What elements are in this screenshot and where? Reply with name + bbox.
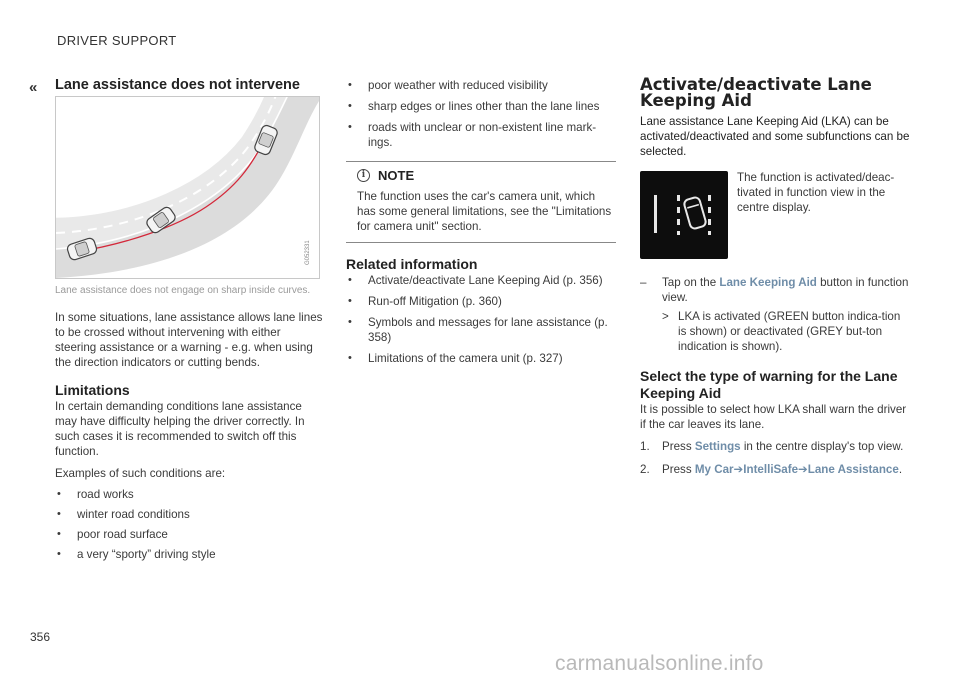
figure-code: G052331 — [305, 240, 311, 265]
bullet-icon: • — [348, 316, 352, 328]
curve-illustration — [55, 96, 320, 279]
step-tap-lka: – Tap on the Lane Keeping Aid button in function view. — [640, 276, 909, 304]
conditions-list — [55, 487, 323, 562]
function-button-row — [640, 171, 910, 259]
limitations-heading: Limitations — [55, 382, 130, 398]
road-curve-illustration — [56, 97, 319, 278]
previous-page-chevron-icon[interactable]: « — [29, 79, 36, 96]
running-header: DRIVER SUPPORT — [57, 33, 177, 48]
bullet-icon: • — [348, 352, 352, 364]
column-conditions-note — [346, 78, 616, 366]
examples-intro: Examples of such conditions are: — [55, 467, 226, 480]
arrow-right-icon: ➔ — [733, 463, 744, 476]
column-lane-assistance — [55, 76, 323, 562]
lane-keeping-aid-button-icon — [640, 171, 728, 259]
bullet-icon: • — [57, 548, 61, 560]
watermark: carmanualsonline.info — [555, 652, 764, 675]
bullet-icon: • — [348, 295, 352, 307]
related-link[interactable]: • Symbols and messages for lane assistance (p. 358) — [348, 316, 608, 344]
bullet-icon: • — [57, 488, 61, 500]
intro-paragraph: In some situations, lane assistance allows lane lines to be crossed without intervening with either steering assistance or a warning - e.g. when using the direction indicators or cutting bends. — [55, 311, 323, 369]
result-marker: > — [662, 310, 669, 323]
bullet-icon: • — [348, 79, 352, 91]
settings-button[interactable]: Settings — [694, 440, 741, 453]
note-box — [346, 161, 616, 243]
intellisafe-menu[interactable]: IntelliSafe — [743, 463, 799, 476]
limitations-paragraph: In certain demanding conditions lane assistance may have difficulty helping the driver correctly. In such cases it is recommended to switch off this function. — [55, 400, 305, 458]
related-link[interactable]: • Activate/deactivate Lane Keeping Aid (p. 356) — [348, 274, 603, 287]
conditions-list-continued — [346, 78, 616, 150]
arrow-right-icon: ➔ — [798, 463, 808, 476]
list-item: • poor road surface — [57, 528, 168, 541]
page-number: 356 — [30, 630, 51, 644]
bullet-icon: • — [348, 100, 352, 112]
related-heading: Related information — [346, 256, 478, 272]
section-title-lane-assistance: Lane assistance does not intervene — [55, 77, 300, 93]
lka-function-button[interactable]: Lane Keeping Aid — [719, 276, 817, 289]
icon-description: The function is activated/deac-tivated in function view in the centre display. — [737, 171, 895, 214]
list-item: • poor weather with reduced visibility — [348, 79, 548, 92]
bullet-icon: • — [57, 508, 61, 520]
related-links-list — [346, 273, 616, 366]
list-item: • road works — [57, 488, 134, 501]
lka-intro: Lane assistance Lane Keeping Aid (LKA) can be activated/deactivated and some subfunctions can be selected. — [640, 115, 910, 158]
section-title-activate-lka: Activate/deactivate Lane Keeping Aid — [640, 75, 872, 110]
related-link[interactable]: • Run-off Mitigation (p. 360) — [348, 295, 502, 308]
column-activate-lka — [640, 77, 910, 477]
related-link[interactable]: • Limitations of the camera unit (p. 327) — [348, 352, 563, 365]
step-result: > LKA is activated (GREEN button indica-tion is shown) or deactivated (GREY but-ton indication is shown). — [662, 310, 901, 353]
select-warning-text: It is possible to select how LKA shall warn the driver if the car leaves its lane. — [640, 403, 907, 431]
list-item: • sharp edges or lines other than the lane lines — [348, 100, 600, 113]
select-warning-heading: Select the type of warning for the Lane Keeping Aid — [640, 368, 898, 401]
bullet-icon: • — [348, 274, 352, 286]
step-2: 2. Press My Car➔IntelliSafe➔Lane Assistance. — [640, 463, 903, 476]
list-item: • winter road conditions — [57, 508, 190, 521]
info-icon: i — [357, 169, 370, 182]
bullet-icon: • — [57, 528, 61, 540]
bullet-icon: • — [348, 121, 352, 133]
list-item: • a very “sporty” driving style — [57, 548, 216, 561]
lane-assistance-menu[interactable]: Lane Assistance — [807, 463, 899, 476]
figure-caption: Lane assistance does not engage on sharp inside curves. — [55, 285, 311, 296]
my-car-menu[interactable]: My Car — [694, 463, 734, 476]
step-dash: – — [640, 276, 647, 289]
note-text: The function uses the car's camera unit, which has some general limitations, see the "Limitations for camera unit" section. — [357, 190, 612, 233]
step-1: 1. Press Settings in the centre display's top view. — [640, 440, 904, 453]
list-item: • roads with unclear or non-existent line mark-ings. — [348, 121, 597, 149]
note-heading: i NOTE — [357, 167, 616, 183]
